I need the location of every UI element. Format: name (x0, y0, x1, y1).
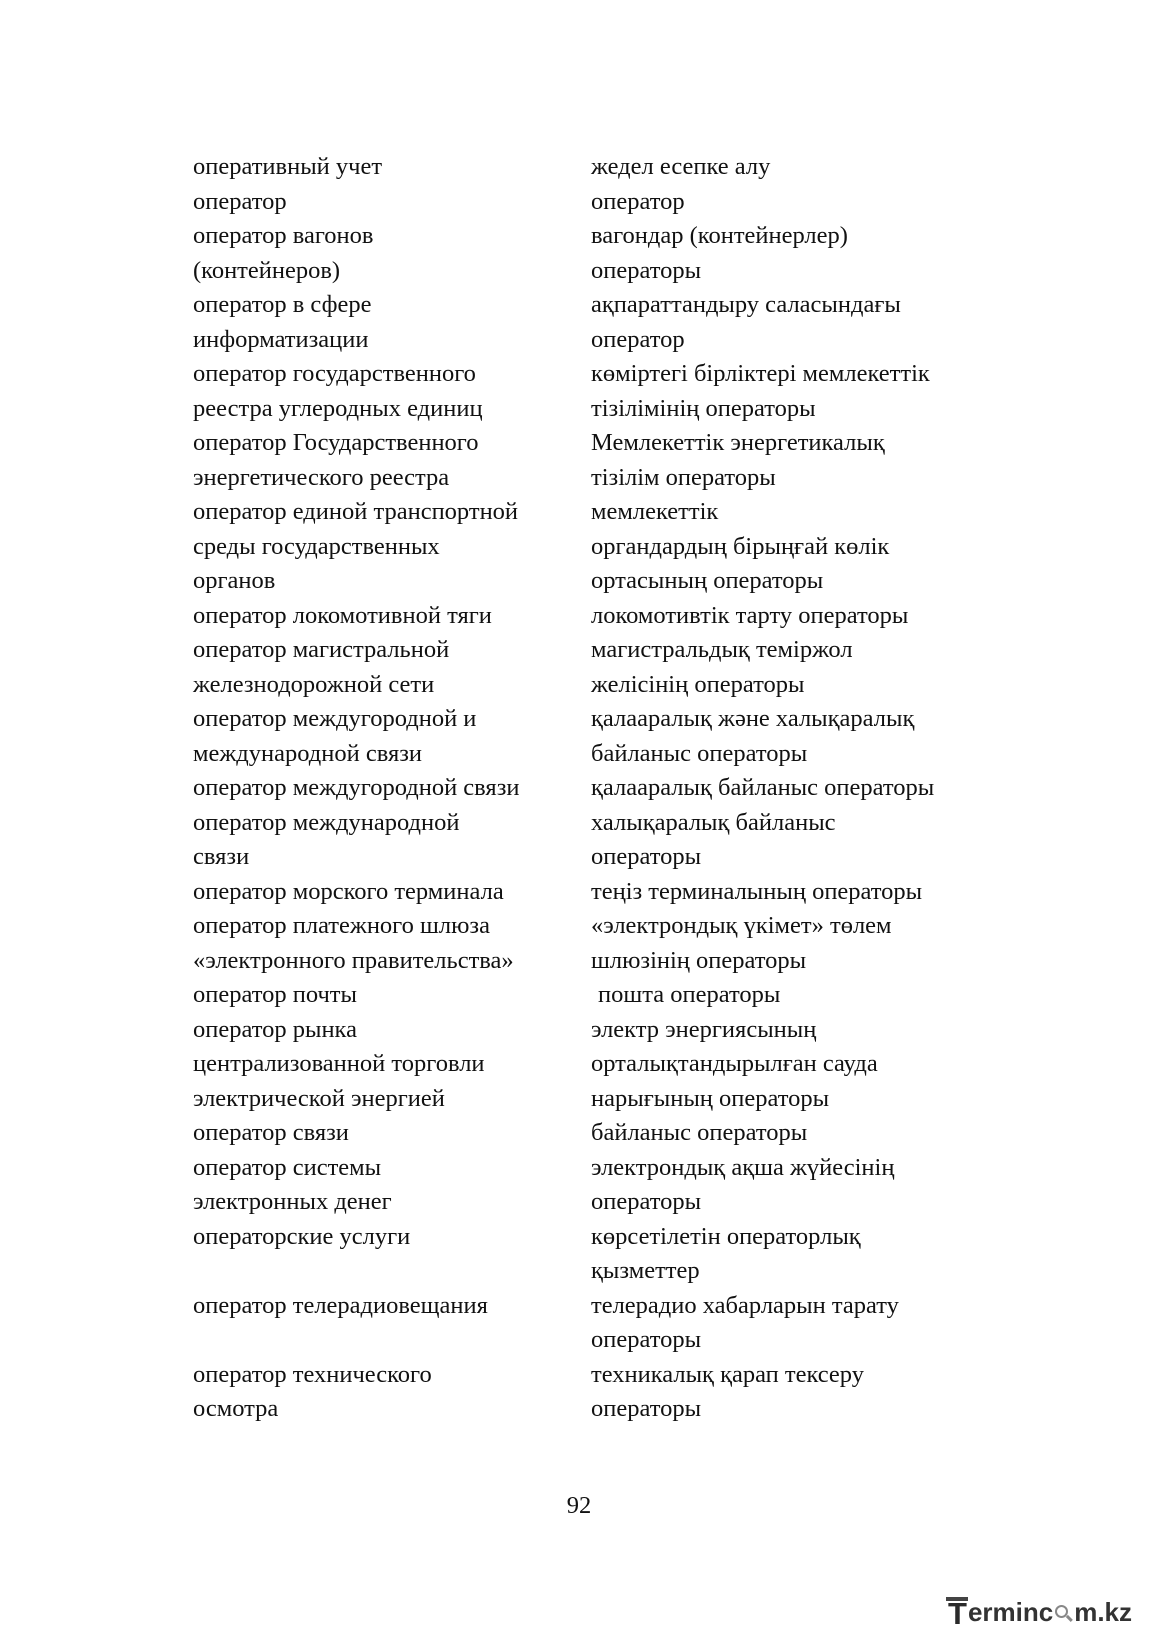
russian-term-line: оператор вагонов (193, 222, 374, 249)
russian-term-line: информатизации (193, 325, 369, 353)
russian-term-line: оператор международной (193, 808, 460, 836)
russian-term-line: оператор платежного шлюза (193, 912, 490, 939)
russian-term-line: связи (193, 843, 250, 870)
kazakh-term-line: желісінің операторы (591, 670, 805, 698)
russian-term-line: оператор междугородной и (193, 705, 477, 732)
kazakh-term-line: телерадио хабарларын тарату (591, 1291, 899, 1319)
kazakh-term-line: байланыс операторы (591, 1119, 808, 1146)
russian-term-line: оператор технического (193, 1360, 432, 1388)
kazakh-term-line: қалааралық байланыс операторы (591, 774, 935, 801)
russian-term-line: органов (193, 567, 276, 594)
kazakh-term-line: жедел есепке алу (591, 153, 771, 180)
watermark-first-letter: T (948, 1596, 966, 1631)
russian-term-line (193, 1323, 583, 1358)
kazakh-term-line: тізілімінің операторы (591, 394, 816, 422)
kazakh-term-line: теңіз терминалының операторы (591, 877, 923, 905)
kazakh-terms-column (591, 150, 1011, 1427)
russian-term-line: операторские услуги (193, 1222, 411, 1250)
kazakh-term-line: оператор (591, 325, 685, 353)
russian-term-line: оператор почты (193, 981, 357, 1008)
kazakh-term-line: электрондық ақша жүйесінің (591, 1153, 895, 1181)
kazakh-term-line: вагондар (контейнерлер) (591, 222, 848, 249)
kazakh-term-line: техникалық қарап тексеру (591, 1360, 864, 1388)
russian-term-line: оператор (193, 187, 287, 215)
kazakh-term-line: магистральдық теміржол (591, 636, 853, 663)
russian-term-line: «электронного правительства» (193, 946, 514, 974)
site-watermark-logo (946, 1592, 1132, 1632)
kazakh-term-line: операторы (591, 843, 702, 870)
kazakh-term-line: «электрондық үкімет» төлем (591, 912, 892, 939)
russian-term-line: энергетического реестра (193, 463, 450, 491)
kazakh-term-line: байланыс операторы (591, 739, 808, 767)
kazakh-term-line: операторы (591, 1326, 702, 1353)
kazakh-term-line: операторы (591, 1188, 702, 1215)
russian-term-line: оператор магистральной (193, 636, 450, 663)
russian-term-line: железнодорожной сети (193, 670, 435, 698)
kazakh-term-line: органдардың бірыңғай көлік (591, 532, 890, 560)
kazakh-term-line: мемлекеттік (591, 498, 719, 525)
russian-term-line: оператор государственного (193, 360, 476, 387)
russian-term-line: осмотра (193, 1395, 279, 1422)
russian-term-line (193, 1254, 583, 1289)
russian-term-line: оператор телерадиовещания (193, 1291, 488, 1319)
kazakh-term-line: операторы (591, 1395, 702, 1422)
kazakh-term-line: тізілім операторы (591, 463, 776, 491)
kazakh-term-line: электр энергиясының (591, 1015, 817, 1043)
kazakh-term-line: қызметтер (591, 1257, 700, 1284)
kazakh-term-line: ортасының операторы (591, 567, 824, 594)
kazakh-term-line: қалааралық және халықаралық (591, 705, 915, 732)
kazakh-term-line: көміртегі бірліктері мемлекеттік (591, 360, 930, 387)
russian-term-line: оператор Государственного (193, 429, 479, 456)
russian-term-line: оператор междугородной связи (193, 774, 520, 801)
kazakh-term-line: халықаралық байланыс (591, 808, 836, 836)
page-number: 92 (566, 1492, 592, 1519)
russian-term-line: централизованной торговли (193, 1050, 485, 1077)
kazakh-term-line: операторы (591, 256, 702, 284)
russian-term-line: реестра углеродных единиц (193, 394, 483, 422)
russian-term-line: оперативный учет (193, 153, 383, 180)
kazakh-term-line: орталықтандырылған сауда (591, 1050, 878, 1077)
russian-term-line: среды государственных (193, 532, 440, 560)
russian-term-line: международной связи (193, 739, 423, 767)
russian-term-line: оператор в сфере (193, 291, 372, 318)
kazakh-term-line: оператор (591, 187, 685, 215)
kazakh-term-line: локомотивтік тарту операторы (591, 601, 909, 629)
russian-term-line: оператор локомотивной тяги (193, 601, 492, 629)
kazakh-term-line: Мемлекеттік энергетикалық (591, 429, 885, 456)
magnifier-icon (1054, 1603, 1072, 1621)
russian-term-line: оператор рынка (193, 1015, 357, 1043)
kazakh-term-line: нарығының операторы (591, 1084, 830, 1112)
watermark-text-end: m.kz (1074, 1596, 1133, 1627)
kazakh-term-line: шлюзінің операторы (591, 946, 807, 974)
russian-term-line: оператор единой транспортной (193, 498, 519, 525)
russian-term-line: оператор морского терминала (193, 877, 504, 905)
russian-term-line: оператор системы (193, 1153, 382, 1181)
kazakh-term-line: ақпараттандыру саласындағы (591, 291, 901, 318)
russian-terms-column (193, 150, 583, 1427)
russian-term-line: оператор связи (193, 1119, 349, 1146)
russian-term-line: (контейнеров) (193, 256, 341, 284)
kazakh-term-line: көрсетілетін операторлық (591, 1222, 861, 1250)
kazakh-term-line: пошта операторы (598, 981, 781, 1008)
russian-term-line: электронных денег (193, 1188, 392, 1215)
watermark-text-middle: erminc (967, 1596, 1054, 1627)
russian-term-line: электрической энергией (193, 1084, 445, 1112)
